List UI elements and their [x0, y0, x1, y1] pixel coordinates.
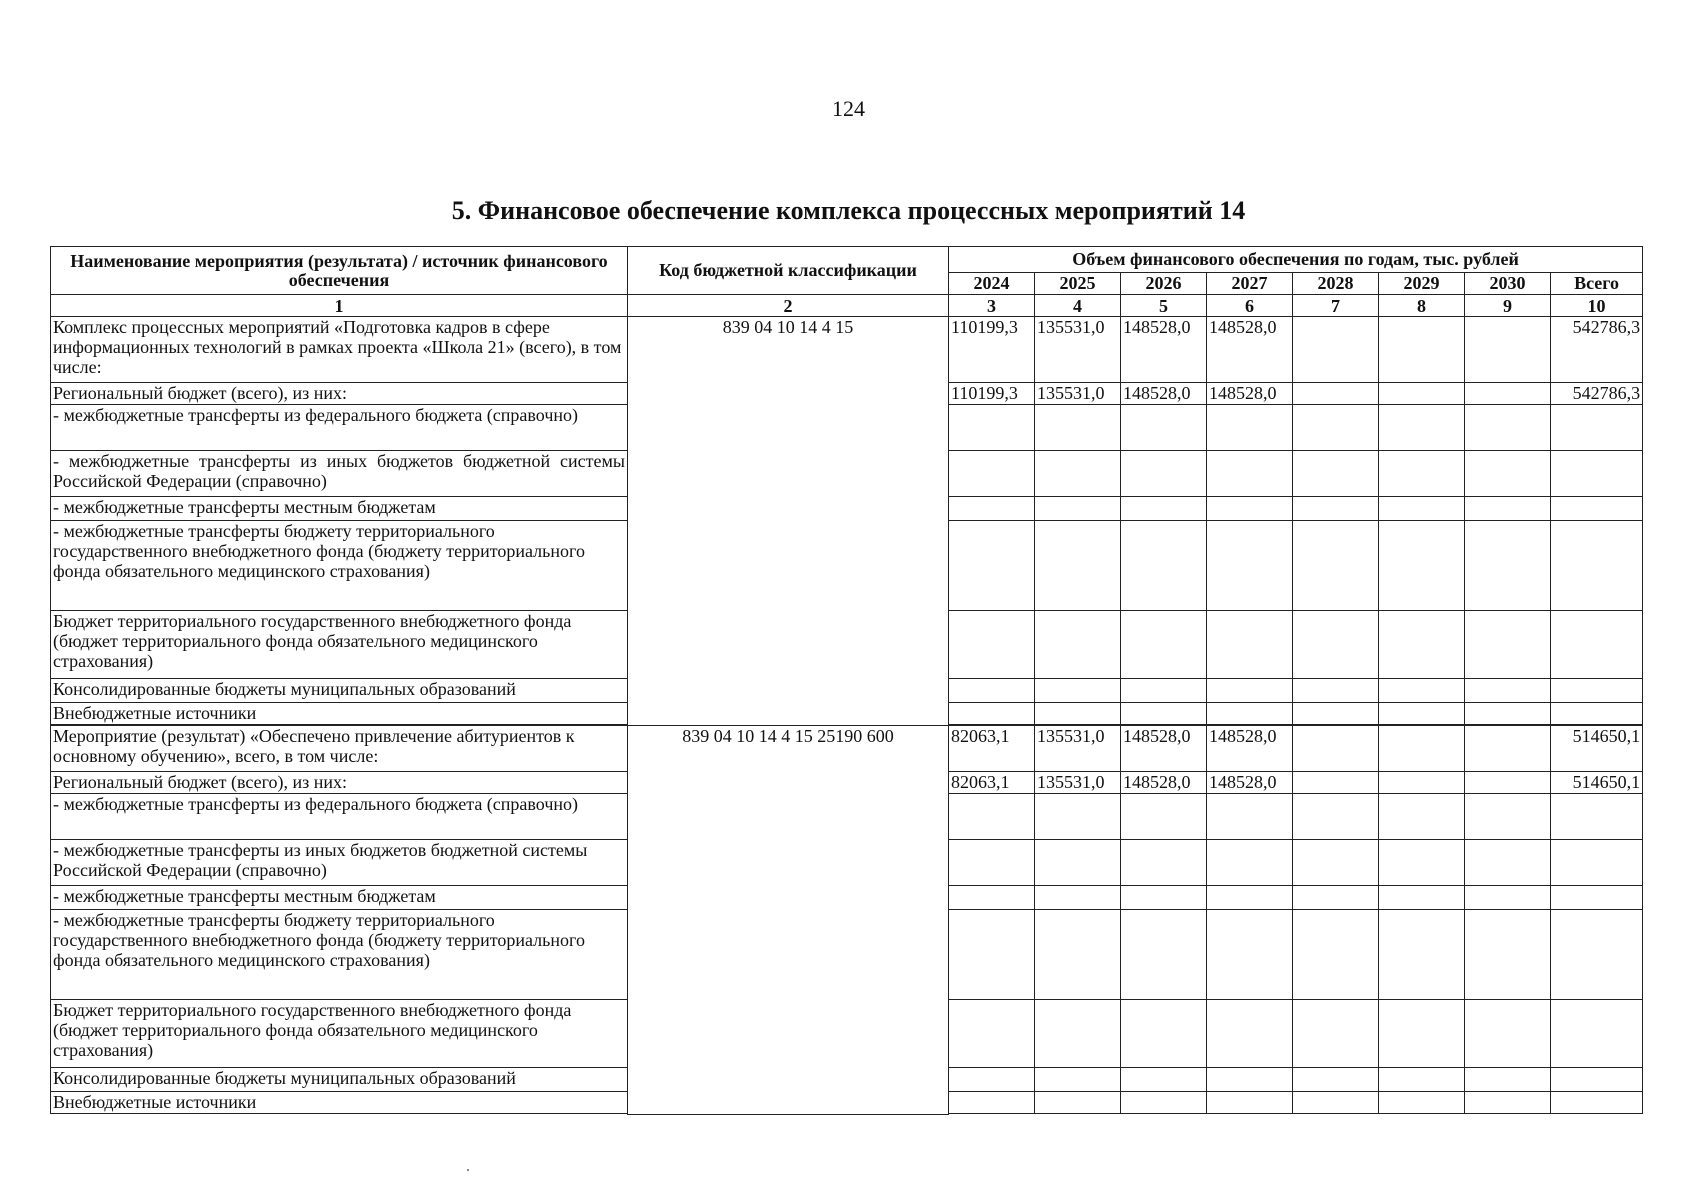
value-cell: 148528,0	[1121, 383, 1207, 405]
column-number: 5	[1121, 295, 1207, 317]
row-name: - межбюджетные трансферты местным бюджетам	[51, 497, 628, 521]
value-cell	[1465, 383, 1551, 405]
value-cell: 148528,0	[1207, 317, 1293, 383]
page-number: 124	[832, 96, 865, 121]
header-year: 2024	[949, 273, 1035, 295]
column-number: 6	[1207, 295, 1293, 317]
column-number: 2	[628, 295, 949, 317]
page-title: 5. Финансовое обеспечение комплекса процессных мероприятий 14	[451, 196, 1246, 225]
header-total: Всего	[1551, 273, 1643, 295]
row-name: Бюджет территориального государственного внебюджетного фонда (бюджет территориального фонда обязательного медицинского страхования)	[51, 611, 628, 679]
header-year: 2028	[1293, 273, 1379, 295]
value-cell: 135531,0	[1035, 317, 1121, 383]
header-name: Наименование мероприятия (результата) / источник финансового обеспечения	[51, 247, 628, 295]
value-cell: 148528,0	[1121, 772, 1207, 794]
value-cell	[1293, 772, 1379, 794]
value-cell	[1293, 726, 1379, 772]
row-name: - межбюджетные трансферты из федерального бюджета (справочно)	[51, 794, 628, 840]
column-number: 8	[1379, 295, 1465, 317]
row-name: Региональный бюджет (всего), из них:	[51, 383, 628, 405]
row-name: Мероприятие (результат) «Обеспечено привлечение абитуриентов к основному обучению», всего, в том числе:	[51, 726, 628, 772]
budget-code: 839 04 10 14 4 15 25190 600	[628, 726, 949, 1115]
row-name: Консолидированные бюджеты муниципальных образований	[51, 1068, 628, 1092]
scan-speck	[467, 1169, 469, 1171]
row-name: - межбюджетные трансферты бюджету территориального государственного внебюджетного фонда (бюджету территориального фонда обязательного медицинского страхования)	[51, 910, 628, 1000]
value-cell	[1293, 383, 1379, 405]
value-cell: 110199,3	[949, 317, 1035, 383]
header-code: Код бюджетной классификации	[628, 247, 949, 295]
total-cell: 542786,3	[1551, 383, 1643, 405]
header-volume: Объем финансового обеспечения по годам, тыс. рублей	[949, 247, 1643, 273]
header-year: 2030	[1465, 273, 1551, 295]
value-cell	[1379, 772, 1465, 794]
row-name: - межбюджетные трансферты из федерального бюджета (справочно)	[51, 405, 628, 451]
row-name: Региональный бюджет (всего), из них:	[51, 772, 628, 794]
column-number: 7	[1293, 295, 1379, 317]
row-name: Внебюджетные источники	[51, 703, 628, 725]
table-row	[51, 726, 1643, 772]
value-cell	[1293, 317, 1379, 383]
table-row	[51, 317, 1643, 383]
value-cell: 110199,3	[949, 383, 1035, 405]
value-cell: 82063,1	[949, 726, 1035, 772]
value-cell: 135531,0	[1035, 383, 1121, 405]
column-number: 4	[1035, 295, 1121, 317]
column-number: 10	[1551, 295, 1643, 317]
value-cell: 148528,0	[1207, 726, 1293, 772]
row-name: Комплекс процессных мероприятий «Подготовка кадров в сфере информационных технологий в рамках проекта «Школа 21» (всего), в том числе:	[51, 317, 628, 383]
value-cell	[1379, 383, 1465, 405]
column-number: 3	[949, 295, 1035, 317]
row-name: - межбюджетные трансферты бюджету территориального государственного внебюджетного фонда (бюджету территориального фонда обязательного медицинского страхования)	[51, 521, 628, 611]
row-name: Внебюджетные источники	[51, 1092, 628, 1114]
value-cell: 148528,0	[1121, 726, 1207, 772]
header-year: 2029	[1379, 273, 1465, 295]
financing-table	[50, 246, 1643, 1115]
row-name: - межбюджетные трансферты местным бюджетам	[51, 886, 628, 910]
value-cell: 135531,0	[1035, 726, 1121, 772]
value-cell	[1465, 726, 1551, 772]
header-year: 2027	[1207, 273, 1293, 295]
header-year: 2025	[1035, 273, 1121, 295]
value-cell	[1379, 317, 1465, 383]
row-name: - межбюджетные трансферты из иных бюджетов бюджетной системы Российской Федерации (справочно)	[53, 451, 625, 491]
row-name: - межбюджетные трансферты из иных бюджетов бюджетной системы Российской Федерации (справочно)	[51, 840, 628, 886]
value-cell	[1465, 317, 1551, 383]
value-cell: 82063,1	[949, 772, 1035, 794]
value-cell: 135531,0	[1035, 772, 1121, 794]
column-numbers-row	[51, 295, 1643, 317]
total-cell: 514650,1	[1551, 772, 1643, 794]
row-name: Бюджет территориального государственного внебюджетного фонда (бюджет территориального фонда обязательного медицинского страхования)	[51, 1000, 628, 1068]
budget-code: 839 04 10 14 4 15	[628, 317, 949, 726]
column-number: 9	[1465, 295, 1551, 317]
value-cell	[1465, 772, 1551, 794]
value-cell: 148528,0	[1207, 772, 1293, 794]
total-cell: 542786,3	[1551, 317, 1643, 383]
header-year: 2026	[1121, 273, 1207, 295]
total-cell: 514650,1	[1551, 726, 1643, 772]
value-cell	[1379, 726, 1465, 772]
value-cell: 148528,0	[1207, 383, 1293, 405]
row-name: Консолидированные бюджеты муниципальных образований	[51, 679, 628, 703]
column-number: 1	[51, 295, 628, 317]
value-cell: 148528,0	[1121, 317, 1207, 383]
